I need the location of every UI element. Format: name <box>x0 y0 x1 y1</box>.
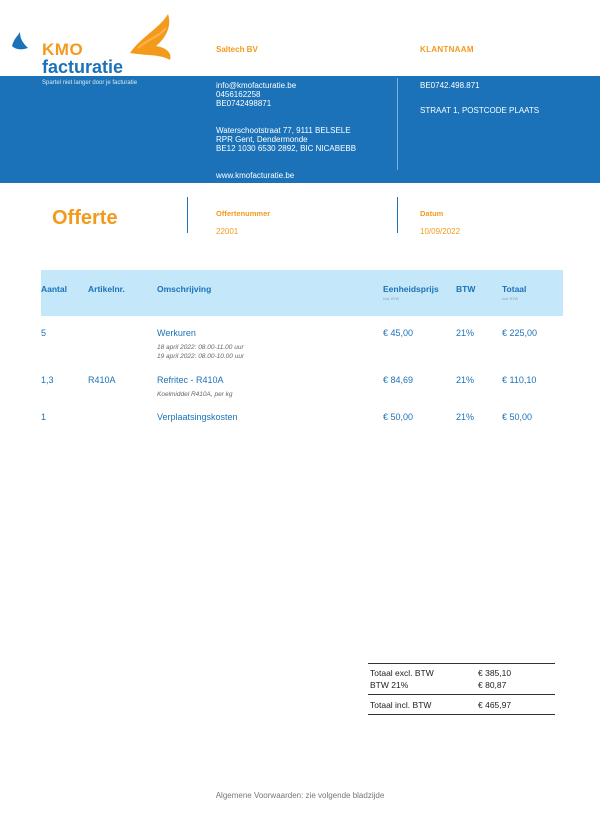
client-name: KLANTNAAM <box>420 45 474 54</box>
company-contact <box>216 81 296 108</box>
vat-label: BTW 21% <box>370 680 409 690</box>
client-vat: BE0742.498.871 <box>420 81 480 90</box>
terms-footer: Algemene Voorwaarden: zie volgende bladzijde <box>215 791 385 800</box>
row-vat: 21% <box>456 328 475 338</box>
logo-text-kmo: KMO <box>42 40 84 59</box>
row-total: € 110,10 <box>502 375 537 385</box>
title-divider <box>187 197 188 233</box>
company-logo <box>10 8 180 78</box>
company-address: Waterschootstraat 77, 9111 BELSELE <box>216 126 351 135</box>
col-qty: Aantal <box>41 284 67 294</box>
company-phone: 0456162258 <box>216 90 261 99</box>
company-address-block <box>216 126 356 153</box>
row-article: R410A <box>88 375 116 385</box>
row-detail: 19 april 2022: 08.00-10.00 uur <box>157 353 245 360</box>
row-qty: 1 <box>41 412 47 422</box>
row-vat: 21% <box>456 375 475 385</box>
total-excl-label: Totaal excl. BTW <box>370 668 434 678</box>
totals-mid-rule <box>368 694 555 695</box>
col-unit-price-note: excl. BTW <box>383 297 399 301</box>
col-total: Totaal <box>502 284 527 294</box>
col-article: Artikelnr. <box>88 284 125 294</box>
total-excl-value: € 385,10 <box>478 668 512 678</box>
col-vat: BTW <box>456 284 476 294</box>
document-title: Offerte <box>52 207 118 229</box>
row-qty: 5 <box>41 328 47 338</box>
totals-bottom-rule <box>368 714 555 715</box>
client-address: STRAAT 1, POSTCODE PLAATS <box>420 106 540 115</box>
company-vat: BE0742498871 <box>216 99 272 108</box>
meta-divider <box>397 197 398 233</box>
row-detail: 18 april 2022: 08.00-11.00 uur <box>157 344 244 351</box>
col-unit-price: Eenheidsprijs <box>383 284 439 294</box>
row-description: Verplaatsingskosten <box>157 412 238 422</box>
header-divider <box>397 78 398 170</box>
tagline: Spartel niet langer door je facturatie <box>42 80 138 86</box>
col-description: Omschrijving <box>157 284 212 294</box>
offer-number-label: Offertenummer <box>216 209 271 218</box>
company-rpr: RPR Gent, Dendermonde <box>216 135 308 144</box>
date-label: Datum <box>420 209 444 218</box>
row-unit-price: € 50,00 <box>383 412 414 422</box>
row-unit-price: € 84,69 <box>383 375 414 385</box>
company-website: www.kmofacturatie.be <box>216 171 295 180</box>
logo-text-facturatie: facturatie <box>42 57 124 77</box>
company-email: info@kmofacturatie.be <box>216 81 297 90</box>
company-bank: BE12 1030 6530 2892, BIC NICABEBB <box>216 144 357 153</box>
totals-top-rule <box>368 663 555 664</box>
row-detail: Koelmiddel R410A, per kg <box>157 391 233 398</box>
offer-date: 10/09/2022 <box>420 227 461 236</box>
row-total: € 225,00 <box>502 328 538 338</box>
row-total: € 50,00 <box>502 412 533 422</box>
vat-value: € 80,87 <box>478 680 507 690</box>
row-qty: 1,3 <box>41 375 54 385</box>
offer-number: 22001 <box>216 227 239 236</box>
row-description: Werkuren <box>157 328 196 338</box>
invoice-header <box>0 0 600 183</box>
row-unit-price: € 45,00 <box>383 328 414 338</box>
company-name: Saltech BV <box>216 45 258 54</box>
total-incl-value: € 465,97 <box>478 700 512 710</box>
row-vat: 21% <box>456 412 475 422</box>
table-header <box>41 270 563 316</box>
row-description: Refritec - R410A <box>157 375 224 385</box>
total-incl-label: Totaal incl. BTW <box>370 700 432 710</box>
col-total-note: excl. BTW <box>502 297 518 301</box>
